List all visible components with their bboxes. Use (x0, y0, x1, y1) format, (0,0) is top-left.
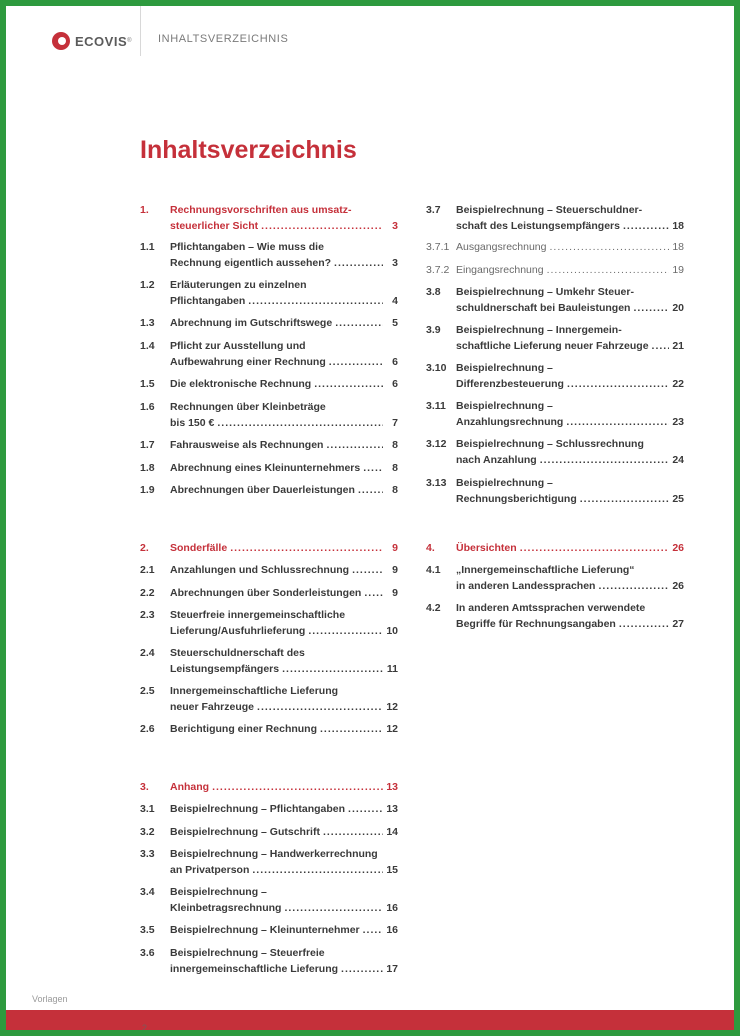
ecovis-logo-icon (52, 32, 70, 50)
toc-page-number: 18 (672, 219, 684, 232)
toc-entry-number: 2.4 (140, 647, 155, 659)
toc-entry-number: 3.7 (426, 204, 441, 216)
toc-entry-number: 1.5 (140, 378, 155, 390)
toc-entry-title: Berichtigung einer Rechnung (170, 723, 318, 735)
toc-entry-number: 3.13 (426, 477, 447, 489)
logo-text: ECOVIS (75, 33, 128, 49)
page-number: 2 (142, 1023, 148, 1030)
toc-page-number: 5 (392, 317, 398, 329)
toc-entry-title: schaft des Leistungsempfängers (456, 219, 620, 232)
toc-entry-title: Beispielrechnung – Steuerschuldner- (456, 204, 643, 216)
header-section-title: INHALTSVERZEICHNIS (158, 33, 289, 45)
toc-entry-number: 3.11 (426, 400, 446, 412)
toc-entry-number: 1.9 (140, 484, 155, 496)
toc-entry-number: 2. (140, 542, 149, 554)
toc-entry-number: 2.3 (140, 609, 155, 621)
toc-entry[interactable] (140, 377, 398, 393)
toc-leader-dots (326, 438, 383, 454)
toc-entry-number: 1.8 (140, 462, 155, 474)
toc-entry[interactable] (140, 608, 398, 639)
toc-entry-title: Abrechnung im Gutschriftswege (170, 317, 333, 329)
toc-page-number: 20 (672, 301, 684, 314)
toc-page-number: 9 (392, 564, 398, 576)
toc-entry[interactable] (140, 438, 398, 454)
toc-entry-title: Abrechnungen über Sonderleistungen (170, 587, 362, 599)
toc-entry[interactable] (140, 722, 398, 738)
toc-entry-title: Sonderfälle (170, 542, 228, 554)
toc-leader-dots (363, 461, 383, 477)
toc-entry-number: 2.5 (140, 685, 155, 697)
toc-entry-number: 3.1 (140, 803, 155, 815)
toc-entry-title: bis 150 € (170, 416, 215, 429)
toc-entry-number: 1.3 (140, 317, 155, 329)
toc-entry-number: 2.6 (140, 723, 155, 735)
toc-leader-dots (261, 219, 383, 235)
toc-leader-dots (248, 294, 383, 310)
toc-entry[interactable] (140, 278, 398, 309)
toc-entry-number: 3.4 (140, 886, 155, 898)
toc-leader-dots (212, 780, 383, 796)
toc-page-number: 16 (386, 901, 398, 914)
toc-page-number: 8 (392, 484, 398, 496)
toc-leader-dots (323, 825, 383, 841)
toc-entry-number: 3.7.1 (426, 241, 450, 253)
toc-entry[interactable] (140, 563, 398, 579)
toc-page-number: 23 (672, 415, 684, 428)
toc-entry[interactable] (426, 601, 684, 632)
toc-entry-title: steuerlicher Sicht (170, 219, 259, 232)
toc-page-number: 10 (386, 624, 398, 637)
toc-leader-dots (363, 923, 383, 939)
toc-leader-dots (520, 541, 669, 557)
toc-leader-dots (540, 453, 669, 469)
toc-entry-number: 4. (426, 542, 435, 554)
toc-entry-number: 1. (140, 204, 149, 216)
toc-page-number: 26 (672, 542, 684, 554)
toc-entry-title: Aufbewahrung einer Rechnung (170, 355, 326, 368)
toc-entry-title: nach Anzahlung (456, 453, 537, 466)
toc-entry-title: Beispielrechnung – (456, 400, 553, 412)
toc-entry-title: Beispielrechnung – Handwerkerrechnung (170, 848, 378, 860)
toc-entry[interactable] (426, 437, 684, 468)
toc-entry-title: innergemeinschaftliche Lieferung (170, 962, 339, 975)
toc-leader-dots (364, 586, 383, 602)
toc-entry[interactable] (426, 399, 684, 430)
toc-entry-title: Rechnungsvorschriften aus umsatz- (170, 204, 352, 216)
toc-entry[interactable] (426, 263, 684, 279)
toc-entry-number: 1.7 (140, 439, 155, 451)
toc-entry[interactable] (140, 885, 398, 916)
footer-bar (6, 1010, 734, 1030)
toc-leader-dots (619, 617, 669, 633)
toc-entry[interactable] (140, 461, 398, 477)
toc-entry-title: Rechnungsberichtigung (456, 492, 577, 505)
toc-leader-dots (550, 240, 670, 256)
toc-entry-number: 1.4 (140, 340, 155, 352)
toc-entry-title: Beispielrechnung – Steuerfreie (170, 947, 325, 959)
toc-page-number: 12 (386, 723, 398, 735)
toc-entry[interactable] (140, 847, 398, 878)
toc-entry-title: Beispielrechnung – Umkehr Steuer- (456, 286, 634, 298)
toc-entry-title: Anzahlungen und Schlussrechnung (170, 564, 350, 576)
toc-entry-title: Abrechnungen über Dauerleistungen (170, 484, 355, 496)
toc-entry[interactable] (140, 802, 398, 818)
toc-entry-title: Beispielrechnung – Pflichtangaben (170, 803, 346, 815)
toc-entry-title: Beispielrechnung – Innergemein- (456, 324, 622, 336)
toc-entry-title: Leistungsempfängers (170, 662, 280, 675)
header-divider (140, 6, 141, 56)
toc-page-number: 8 (392, 439, 398, 451)
toc-page-number: 9 (392, 542, 398, 554)
toc-page-number: 6 (392, 355, 398, 368)
toc-entry-title: Innergemeinschaftliche Lieferung (170, 685, 339, 697)
toc-entry[interactable] (140, 684, 398, 715)
toc-entry-title: Übersichten (456, 542, 517, 554)
toc-leader-dots (334, 256, 383, 272)
toc-page-number: 26 (672, 579, 684, 592)
toc-entry-number: 3.5 (140, 924, 155, 936)
toc-entry-title: Eingangsrechnung (456, 264, 544, 276)
toc-entry[interactable] (426, 361, 684, 392)
toc-page-number: 12 (386, 700, 398, 713)
toc-entry-title: Ausgangsrechnung (456, 241, 547, 253)
toc-entry[interactable] (140, 203, 398, 234)
toc-entry-title: Steuerschuldnerschaft des (170, 647, 305, 659)
toc-leader-dots (566, 415, 669, 431)
watermark-text: Vorlagen (32, 994, 68, 1004)
toc-entry[interactable] (426, 323, 684, 354)
toc-page-number: 17 (386, 962, 398, 975)
toc-entry-number: 4.2 (426, 602, 441, 614)
toc-entry-title: Lieferung/Ausfuhrlieferung (170, 624, 306, 637)
toc-entry-title: Beispielrechnung – (456, 477, 553, 489)
toc-entry-title: Beispielrechnung – (170, 886, 267, 898)
toc-entry-title: Pflichtangaben – Wie muss die (170, 241, 324, 253)
toc-entry[interactable] (140, 483, 398, 499)
toc-entry[interactable] (140, 646, 398, 677)
toc-entry-number: 3.10 (426, 362, 447, 374)
toc-entry-number: 3.8 (426, 286, 441, 298)
toc-leader-dots (257, 700, 383, 716)
toc-leader-dots (341, 962, 383, 978)
toc-entry[interactable] (140, 316, 398, 332)
toc-entry[interactable] (426, 203, 684, 234)
toc-entry-title: neuer Fahrzeuge (170, 700, 255, 713)
toc-entry[interactable] (426, 541, 684, 557)
header-logo (52, 28, 132, 54)
toc-page-number: 4 (392, 294, 398, 307)
toc-page-number: 22 (672, 377, 684, 390)
toc-leader-dots (567, 377, 669, 393)
toc-entry-number: 3.3 (140, 848, 155, 860)
toc-page-number: 6 (392, 378, 398, 390)
toc-entry-title: Die elektronische Rechnung (170, 378, 312, 390)
toc-entry-title: Erläuterungen zu einzelnen (170, 279, 307, 291)
toc-leader-dots (598, 579, 669, 595)
toc-entry-title: Beispielrechnung – Schlussrechnung (456, 438, 644, 450)
toc-entry-title: Pflicht zur Ausstellung und (170, 340, 306, 352)
toc-page-number: 24 (672, 453, 684, 466)
toc-entry[interactable] (140, 946, 398, 977)
toc-entry-number: 2.2 (140, 587, 155, 599)
toc-entry-number: 3.2 (140, 826, 155, 838)
toc-page-number: 25 (672, 492, 684, 505)
toc-page-number: 16 (386, 924, 398, 936)
toc-entry-number: 1.2 (140, 279, 155, 291)
toc-entry-number: 3.7.2 (426, 264, 450, 276)
page-title: Inhaltsverzeichnis (140, 136, 357, 164)
toc-entry-number: 2.1 (140, 564, 155, 576)
toc-leader-dots (547, 263, 669, 279)
toc-entry-title: Pflichtangaben (170, 294, 246, 307)
toc-entry-title: Anzahlungsrechnung (456, 415, 564, 428)
toc-entry[interactable] (140, 586, 398, 602)
toc-entry-number: 3.6 (140, 947, 155, 959)
toc-entry[interactable] (426, 563, 684, 594)
toc-entry-title: Fahrausweise als Rechnungen (170, 439, 324, 451)
toc-entry-title: Beispielrechnung – Gutschrift (170, 826, 320, 838)
toc-entry-title: Differenzbesteuerung (456, 377, 564, 390)
toc-leader-dots (282, 662, 383, 678)
toc-leader-dots (652, 339, 669, 355)
toc-page-number: 21 (672, 339, 684, 352)
toc-entry-title: an Privatperson (170, 863, 250, 876)
toc-entry-title: Begriffe für Rechnungsangaben (456, 617, 616, 630)
toc-entry-number: 1.1 (140, 241, 155, 253)
toc-page-number: 11 (386, 662, 398, 675)
toc-leader-dots (314, 377, 383, 393)
toc-entry-title: Beispielrechnung – (456, 362, 553, 374)
toc-entry[interactable] (426, 240, 684, 256)
toc-entry-number: 3.9 (426, 324, 441, 336)
toc-page-number: 9 (392, 587, 398, 599)
toc-entry-title: Beispielrechnung – Kleinunternehmer (170, 924, 360, 936)
toc-entry[interactable] (140, 780, 398, 796)
toc-entry-title: Anhang (170, 781, 210, 793)
toc-page-number: 19 (672, 264, 684, 276)
toc-entry-title: Steuerfreie innergemeinschaftliche (170, 609, 346, 621)
toc-entry-number: 4.1 (426, 564, 441, 576)
toc-leader-dots (320, 722, 383, 738)
toc-page-number: 8 (392, 462, 398, 474)
toc-entry[interactable] (426, 476, 684, 507)
toc-entry-title: Abrechnung eines Kleinunternehmers (170, 462, 361, 474)
toc-entry-title: Rechnungen über Kleinbeträge (170, 401, 326, 413)
toc-entry-title: schaftliche Lieferung neuer Fahrzeuge (456, 339, 649, 352)
toc-entry[interactable] (140, 240, 398, 271)
toc-page-number: 27 (672, 617, 684, 630)
document-page (6, 6, 734, 1030)
toc-page-number: 15 (386, 863, 398, 876)
toc-entry-number: 1.6 (140, 401, 155, 413)
toc-entry-title: Rechnung eigentlich aussehen? (170, 256, 332, 269)
toc-leader-dots (217, 416, 383, 432)
toc-page-number: 3 (392, 256, 398, 269)
toc-leader-dots (252, 863, 383, 879)
toc-page-number: 13 (386, 803, 398, 815)
toc-entry[interactable] (140, 825, 398, 841)
toc-leader-dots (348, 802, 383, 818)
toc-leader-dots (329, 355, 383, 371)
toc-entry[interactable] (140, 541, 398, 557)
toc-entry[interactable] (426, 285, 684, 316)
toc-entry-title: Kleinbetragsrechnung (170, 901, 282, 914)
toc-leader-dots (335, 316, 383, 332)
toc-entry-title: „Innergemeinschaftliche Lieferung“ (456, 564, 635, 576)
toc-entry[interactable] (140, 339, 398, 370)
toc-entry-number: 3. (140, 781, 149, 793)
toc-leader-dots (284, 901, 383, 917)
toc-entry[interactable] (140, 400, 398, 431)
toc-leader-dots (623, 219, 669, 235)
toc-entry-title: schuldnerschaft bei Bauleistungen (456, 301, 631, 314)
toc-page-number: 14 (386, 826, 398, 838)
toc-leader-dots (230, 541, 383, 557)
toc-page-number: 3 (392, 219, 398, 232)
toc-leader-dots (633, 301, 669, 317)
toc-leader-dots (308, 624, 383, 640)
toc-entry-title: in anderen Landessprachen (456, 579, 596, 592)
toc-page-number: 18 (672, 241, 684, 253)
toc-leader-dots (352, 563, 383, 579)
toc-entry-number: 3.12 (426, 438, 447, 450)
toc-leader-dots (580, 492, 669, 508)
toc-leader-dots (358, 483, 383, 499)
logo-registered-mark: ® (127, 38, 132, 44)
toc-page-number: 7 (392, 416, 398, 429)
toc-entry[interactable] (140, 923, 398, 939)
toc-entry-title: In anderen Amtssprachen verwendete (456, 602, 646, 614)
toc-page-number: 13 (386, 781, 398, 793)
